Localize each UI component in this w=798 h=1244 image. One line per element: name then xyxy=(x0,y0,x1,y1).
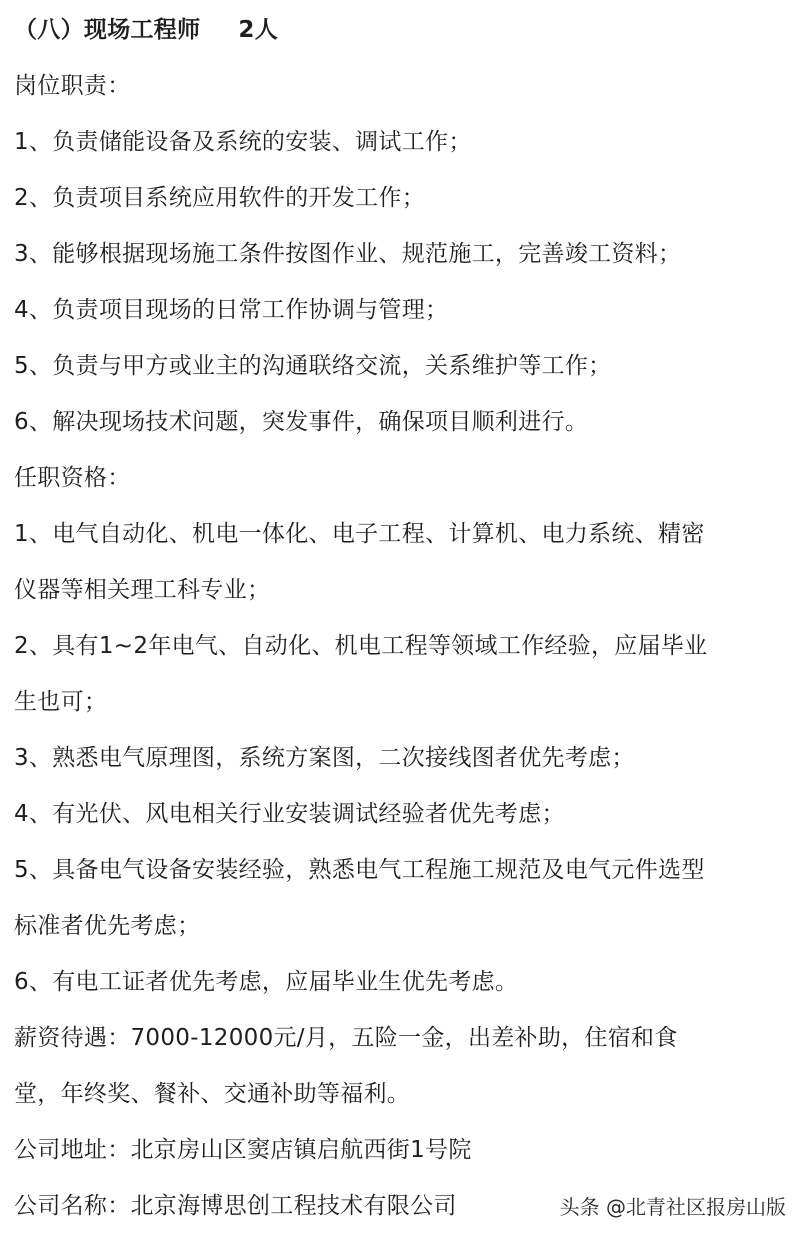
duty-item: 3、能够根据现场施工条件按图作业、规范施工，完善竣工资料； xyxy=(14,241,682,267)
duty-item: 2、负责项目系统应用软件的开发工作； xyxy=(14,185,426,211)
company-address: 公司地址：北京房山区窦店镇启航西街1号院 xyxy=(14,1137,472,1163)
duty-item: 5、负责与甲方或业主的沟通联络交流，关系维护等工作； xyxy=(14,353,612,379)
duty-item: 1、负责储能设备及系统的安装、调试工作； xyxy=(14,129,472,155)
requirement-item: 5、具备电气设备安装经验，熟悉电气工程施工规范及电气元件选型 xyxy=(14,857,705,883)
requirement-item: 2、具有1~2年电气、自动化、机电工程等领域工作经验，应届毕业 xyxy=(14,633,708,659)
salary-line: 薪资待遇：7000-12000元/月，五险一金，出差补助，住宿和食 xyxy=(14,1025,678,1051)
source-watermark: 头条 @北青社区报房山版 xyxy=(559,1195,786,1219)
company-name: 公司名称：北京海博思创工程技术有限公司 xyxy=(14,1193,457,1219)
requirement-item: 4、有光伏、风电相关行业安装调试经验者优先考虑； xyxy=(14,801,565,827)
duty-item: 6、解决现场技术问题，突发事件，确保项目顺利进行。 xyxy=(14,409,589,435)
requirement-item-cont: 仪器等相关理工科专业； xyxy=(14,577,271,603)
salary-line-cont: 堂，年终奖、餐补、交通补助等福利。 xyxy=(14,1081,411,1107)
headcount: 2人 xyxy=(238,17,279,43)
duties-heading: 岗位职责： xyxy=(14,73,131,99)
requirement-item-cont: 生也可； xyxy=(14,689,108,715)
position-title xyxy=(14,12,798,68)
requirement-item: 1、电气自动化、机电一体化、电子工程、计算机、电力系统、精密 xyxy=(14,521,705,547)
duty-item: 4、负责项目现场的日常工作协调与管理； xyxy=(14,297,449,323)
requirement-item-cont: 标准者优先考虑； xyxy=(14,913,201,939)
requirements-heading: 任职资格： xyxy=(14,465,131,491)
requirement-item: 6、有电工证者优先考虑，应届毕业生优先考虑。 xyxy=(14,969,519,995)
position-name: （八）现场工程师 xyxy=(14,17,201,43)
job-posting xyxy=(14,12,798,1244)
requirement-item: 3、熟悉电气原理图，系统方案图，二次接线图者优先考虑； xyxy=(14,745,635,771)
